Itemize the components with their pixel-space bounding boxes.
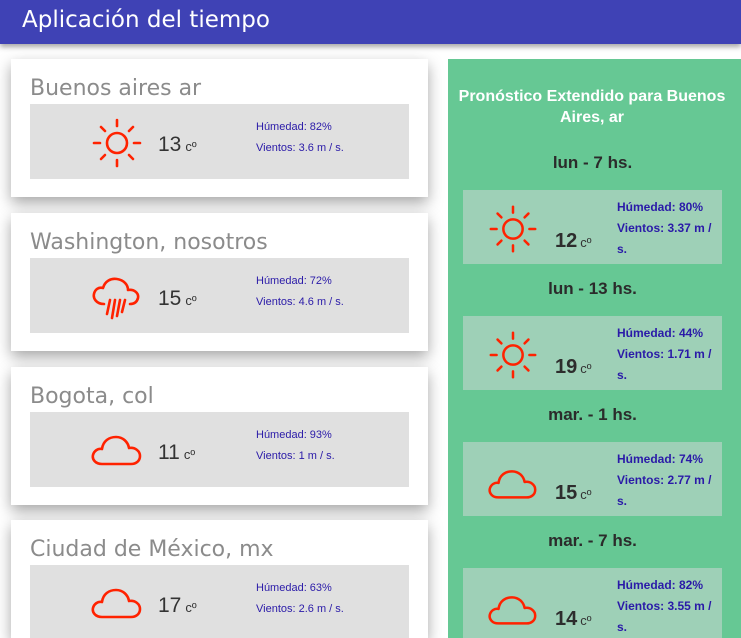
temperature-unit: cº bbox=[183, 447, 196, 462]
temperature-unit: cº bbox=[580, 613, 592, 628]
humidity-text: Húmedad: 63% bbox=[256, 582, 332, 594]
wind-text: Vientos: 1.71 m / s. bbox=[617, 347, 712, 382]
cloud-icon bbox=[88, 577, 146, 631]
city-card-bogota[interactable] bbox=[11, 367, 428, 505]
humidity-text: Húmedad: 44% bbox=[617, 326, 704, 340]
forecast-time: mar. - 7 hs. bbox=[548, 531, 637, 550]
city-weather-box bbox=[30, 258, 409, 333]
temperature-value: 14 cº bbox=[555, 608, 592, 630]
rain-icon bbox=[88, 270, 146, 324]
cloud-icon bbox=[485, 580, 541, 634]
extended-forecast-panel bbox=[448, 59, 741, 638]
cloud-icon bbox=[485, 454, 541, 508]
wind-text: Vientos: 3.37 m / s. bbox=[617, 221, 712, 256]
city-weather-box bbox=[30, 412, 409, 487]
cloud-icon bbox=[88, 424, 146, 478]
wind-text: Vientos: 2.6 m / s. bbox=[256, 603, 344, 615]
temperature-unit: cº bbox=[580, 235, 592, 250]
app-title: Aplicación del tiempo bbox=[22, 7, 270, 33]
humidity-text: Húmedad: 72% bbox=[256, 275, 332, 287]
temperature-unit: cº bbox=[185, 293, 197, 308]
city-card-mexico[interactable] bbox=[11, 520, 428, 638]
forecast-time: lun - 13 hs. bbox=[548, 279, 637, 298]
forecast-time: mar. - 1 hs. bbox=[548, 405, 637, 424]
temperature-value: 19 cº bbox=[555, 356, 592, 378]
humidity-text: Húmedad: 82% bbox=[617, 578, 704, 592]
forecast-item bbox=[463, 442, 722, 516]
city-name: Bogota, col bbox=[30, 384, 154, 409]
city-name: Buenos aires ar bbox=[30, 76, 202, 101]
wind-text: Vientos: 3.55 m / s. bbox=[617, 599, 712, 634]
city-name: Ciudad de México, mx bbox=[30, 537, 274, 562]
humidity-text: Húmedad: 80% bbox=[617, 200, 704, 214]
forecast-details bbox=[617, 197, 717, 260]
wind-text: Vientos: 1 m / s. bbox=[256, 450, 335, 462]
forecast-details bbox=[617, 575, 717, 638]
humidity-text: Húmedad: 82% bbox=[256, 121, 332, 133]
city-card-buenos-aires[interactable] bbox=[11, 59, 428, 197]
temperature-unit: cº bbox=[580, 487, 592, 502]
temperature-unit: cº bbox=[185, 139, 197, 154]
temperature-value: 11 cº bbox=[158, 441, 196, 464]
humidity-text: Húmedad: 74% bbox=[617, 452, 704, 466]
forecast-item bbox=[463, 316, 722, 390]
city-card-washington[interactable] bbox=[11, 213, 428, 351]
sun-icon bbox=[485, 328, 541, 382]
app-bar bbox=[0, 0, 741, 44]
forecast-details bbox=[617, 449, 717, 512]
forecast-item bbox=[463, 190, 722, 264]
forecast-time: lun - 7 hs. bbox=[552, 153, 633, 172]
temperature-unit: cº bbox=[185, 600, 197, 615]
temperature-value: 15 cº bbox=[555, 482, 592, 504]
wind-text: Vientos: 3.6 m / s. bbox=[256, 142, 344, 154]
city-name: Washington, nosotros bbox=[30, 230, 268, 255]
temperature-value: 15 cº bbox=[158, 287, 197, 310]
forecast-details bbox=[617, 323, 717, 386]
humidity-text: Húmedad: 93% bbox=[256, 429, 332, 441]
city-weather-box bbox=[30, 565, 409, 638]
temperature-unit: cº bbox=[580, 361, 592, 376]
temperature-value: 13 cº bbox=[158, 133, 197, 156]
forecast-item bbox=[463, 568, 722, 638]
city-weather-box bbox=[30, 104, 409, 179]
wind-text: Vientos: 4.6 m / s. bbox=[256, 296, 344, 308]
temperature-value: 12 cº bbox=[555, 230, 592, 252]
forecast-title: Pronóstico Extendido para Buenos Aires, ar bbox=[458, 88, 726, 126]
sun-icon bbox=[485, 202, 541, 256]
temperature-value: 17 cº bbox=[158, 594, 197, 617]
sun-icon bbox=[88, 116, 146, 170]
wind-text: Vientos: 2.77 m / s. bbox=[617, 473, 712, 508]
